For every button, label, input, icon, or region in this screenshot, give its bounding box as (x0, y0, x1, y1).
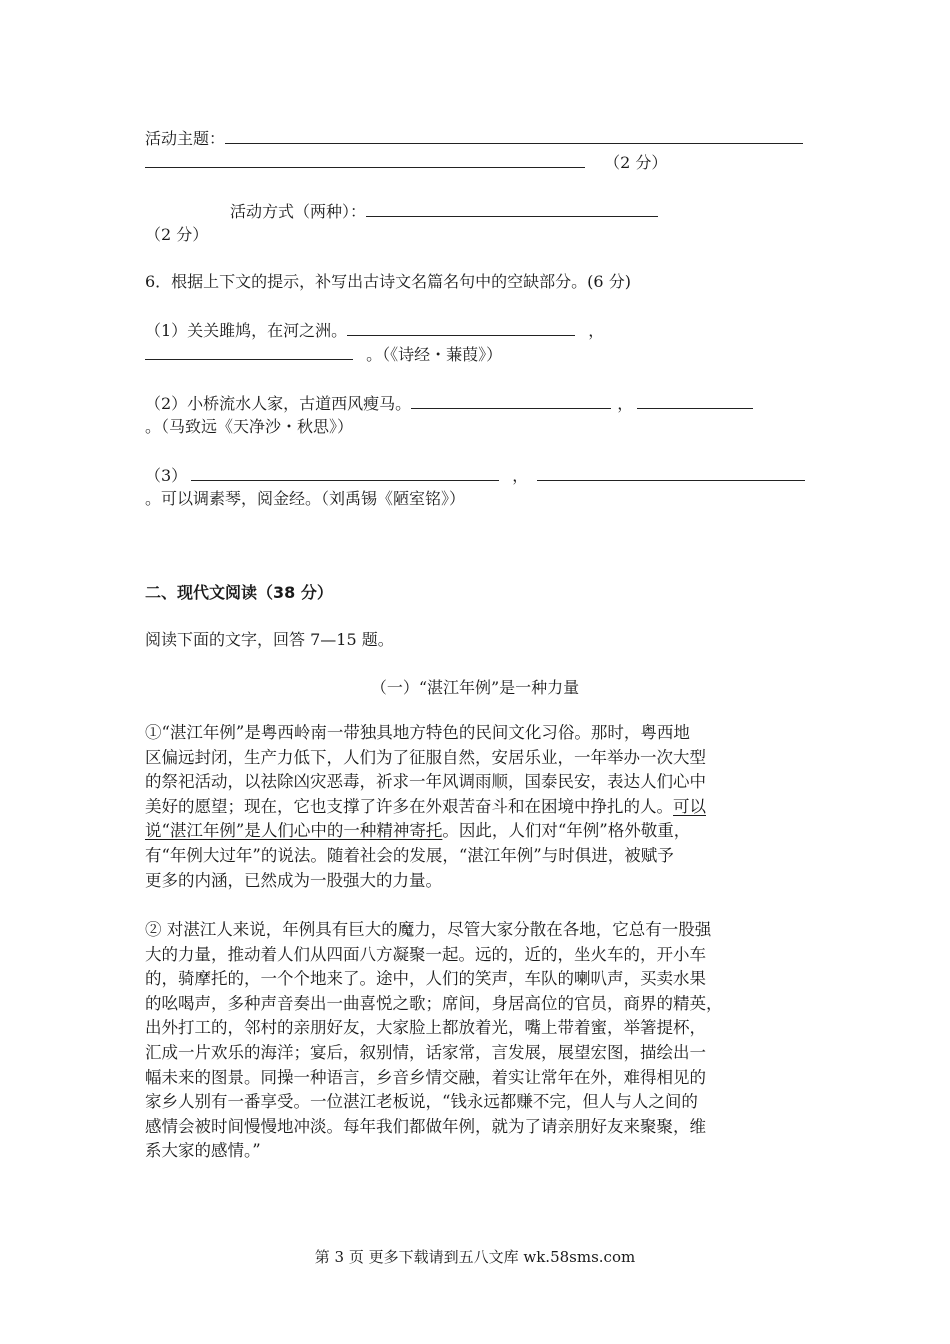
reading-instruction: 阅读下面的文字，回答 7—15 题。 (145, 630, 394, 649)
activity-method-label: 活动方式（两种）： (230, 202, 367, 221)
text-line: 出外打工的，邻村的亲朋好友，大家脸上都放着光，嘴上带着蜜，举箸提杯， (145, 1018, 706, 1038)
q6-item-1-cont (145, 343, 502, 366)
points-label: （2 分） (604, 153, 668, 172)
q6-item-2-text: （2）小桥流水人家，古道西风瘦马。 (145, 394, 412, 413)
text-line: 区偏远封闭，生产力低下，人们为了征服自然，安居乐业，一年举办一次大型 (145, 747, 706, 767)
text-line: 的，骑摩托的，一个个地来了。途中，人们的笑声，车队的喇叭声，买卖水果 (145, 969, 706, 989)
punctuation: ， (512, 466, 529, 485)
text-line: 汇成一片欢乐的海洋；宴后，叙别情，话家常，言发展，展望宏图，描绘出一 (145, 1042, 706, 1062)
page-footer: 第 3 页 更多下载请到五八文库 wk.58sms.com (314, 1248, 636, 1266)
answer-blank[interactable] (411, 392, 611, 409)
paragraph-2 (145, 918, 810, 1164)
text-segment: 美好的愿望；现在，它也支撑了许多在外艰苦奋斗和在困境中挣扎的人。 (145, 796, 673, 816)
answer-blank[interactable] (537, 464, 805, 481)
q6-item-3-text: （3） (145, 466, 188, 485)
text-line: 的吆喝声，多种声音奏出一曲喜悦之歌；席间，身居高位的官员，商界的精英， (145, 993, 723, 1013)
text-line: 幅未来的图景。同操一种语言，乡音乡情交融，着实让常年在外，难得相见的 (145, 1067, 706, 1087)
punctuation: ， (617, 394, 634, 413)
answer-blank[interactable] (366, 200, 658, 217)
underlined-sentence: 可以 (673, 796, 706, 816)
q6-item-2-source: 。（马致远《天净沙・秋思》） (145, 417, 354, 436)
answer-blank[interactable] (347, 319, 575, 336)
text-segment: 。因此，人们对“年例”格外敬重， (442, 821, 691, 841)
text-line: 更多的内涵，已然成为一股强大的力量。 (145, 870, 442, 890)
activity-theme-line-2 (145, 151, 667, 174)
answer-blank[interactable] (191, 464, 499, 481)
text-line: 家乡人别有一番享受。一位湛江老板说，“钱永远都赚不完，但人与人之间的 (145, 1092, 698, 1112)
answer-blank[interactable] (145, 343, 353, 360)
text-line: ② 对湛江人来说，年例具有巨大的魔力，尽管大家分散在各地，它总有一股强 (145, 920, 712, 939)
q6-item-2 (145, 392, 753, 415)
activity-theme-label: 活动主题： (145, 129, 226, 148)
text-line: 系大家的感情。” (145, 1141, 261, 1161)
section-heading: 二、现代文阅读（38 分） (145, 583, 333, 602)
text-line: 的祭祀活动，以祛除凶灾恶毒，祈求一年风调雨顺，国泰民安，表达人们心中 (145, 772, 706, 792)
activity-theme-line (145, 127, 803, 150)
q6-item-1 (145, 319, 604, 342)
answer-blank[interactable] (637, 392, 753, 409)
question-6-prompt: 6．根据上下文的提示，补写出古诗文名篇名句中的空缺部分。(6 分) (145, 272, 631, 291)
text-line: 有“年例大过年”的说法。随着社会的发展，“湛江年例”与时俱进，被赋予 (145, 845, 674, 865)
text-line: 感情会被时间慢慢地冲淡。每年我们都做年例，就为了请亲朋好友来聚聚，维 (145, 1116, 706, 1136)
q6-item-3-source: 。可以调素琴，阅金经。（刘禹锡《陋室铭》） (145, 489, 466, 508)
punctuation: ， (588, 321, 605, 340)
text-line: ①“湛江年例”是粤西岭南一带独具地方特色的民间文化习俗。那时，粤西地 (145, 723, 690, 742)
points-label: （2 分） (145, 225, 209, 244)
answer-blank[interactable] (225, 127, 803, 144)
text-line: 大的力量，推动着人们从四面八方凝聚一起。远的，近的，坐火车的，开小车 (145, 944, 706, 964)
q6-item-3 (145, 464, 805, 487)
q6-item-1-source: 。（《诗经・蒹葭》） (366, 345, 503, 364)
text-line (145, 819, 810, 844)
answer-blank[interactable] (145, 151, 585, 168)
article-title: （一）“湛江年例”是一种力量 (370, 678, 580, 697)
activity-method-line (230, 200, 658, 223)
q6-item-1-text: （1）关关雎鸠，在河之洲。 (145, 321, 348, 340)
text-line (145, 795, 810, 820)
paragraph-1 (145, 721, 810, 893)
underlined-sentence: 说“湛江年例”是人们心中的一种精神寄托 (145, 821, 443, 841)
